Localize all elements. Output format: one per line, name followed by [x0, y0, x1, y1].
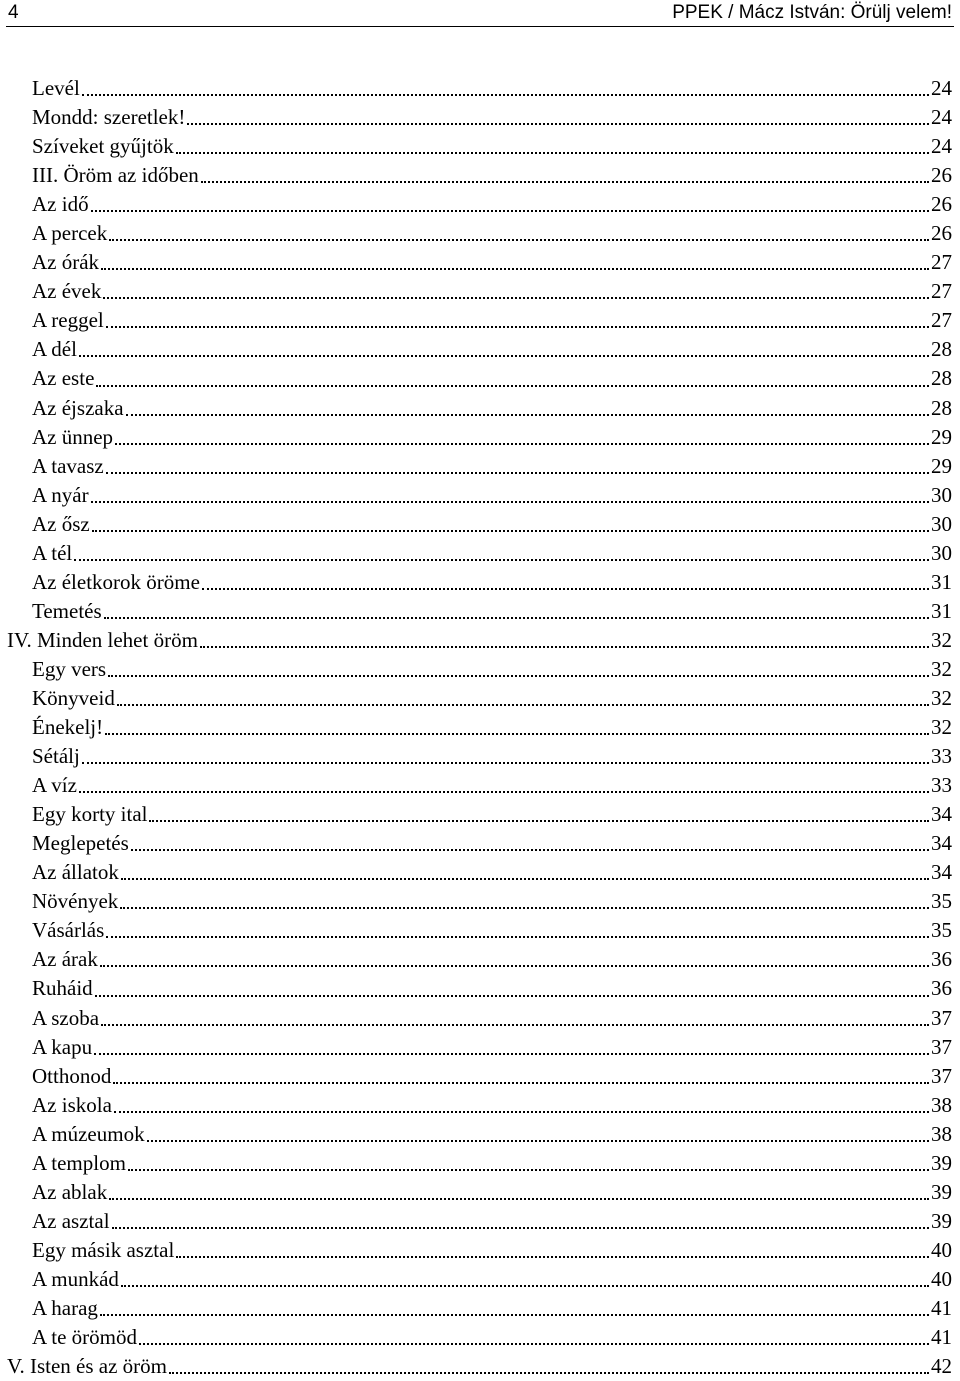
toc-entry[interactable] [0, 713, 960, 742]
toc-entry-page: 40 [931, 1237, 952, 1262]
toc-entry-label: Egy korty ital [32, 802, 148, 827]
toc-entry-label: V. Isten és az öröm [7, 1354, 167, 1379]
toc-entry[interactable] [0, 306, 960, 335]
dot-leader [101, 267, 929, 270]
toc-entry-page: 30 [931, 511, 952, 536]
toc-entry[interactable] [0, 1207, 960, 1236]
dot-leader [113, 1081, 929, 1084]
dot-leader [169, 1371, 929, 1374]
toc-entry-page: 27 [931, 279, 952, 304]
toc-entry[interactable] [0, 277, 960, 306]
dot-leader [115, 442, 929, 445]
toc-entry-page: 35 [931, 889, 952, 914]
toc-entry[interactable] [0, 1004, 960, 1033]
dot-leader [100, 964, 929, 967]
toc-entry-label: A szoba [32, 1005, 100, 1030]
toc-entry[interactable] [0, 190, 960, 219]
toc-entry-page: 41 [931, 1325, 952, 1350]
toc-entry-label: A nyár [32, 482, 89, 507]
dot-leader [79, 354, 929, 357]
toc-entry[interactable] [0, 74, 960, 103]
toc-entry-label: Ruháid [32, 976, 93, 1001]
toc-entry[interactable] [0, 568, 960, 597]
toc-entry-page: 36 [931, 947, 952, 972]
page-number: 4 [8, 2, 19, 23]
dot-leader [92, 529, 929, 532]
toc-entry[interactable] [0, 1062, 960, 1091]
toc-entry-label: A múzeumok [32, 1121, 145, 1146]
toc-entry-page: 26 [931, 192, 952, 217]
toc-entry[interactable] [0, 132, 960, 161]
toc-entry-label: Otthonod [32, 1063, 112, 1088]
toc-entry-page: 26 [931, 221, 952, 246]
toc-entry-label: Az éjszaka [32, 395, 124, 420]
toc-entry-label: Szíveket gyűjtök [32, 134, 174, 159]
toc-entry-label: Az ünnep [32, 424, 114, 449]
dot-leader [120, 906, 929, 909]
toc-entry-page: 42 [931, 1354, 952, 1379]
toc-entry-page: 24 [931, 105, 952, 130]
dot-leader [100, 1313, 929, 1316]
toc-entry[interactable] [0, 626, 960, 655]
dot-leader [200, 645, 929, 648]
dot-leader [106, 471, 929, 474]
toc-entry-page: 32 [931, 627, 952, 652]
toc-entry[interactable] [0, 1120, 960, 1149]
toc-entry-page: 34 [931, 802, 952, 827]
dot-leader [176, 151, 929, 154]
toc-entry-page: 30 [931, 540, 952, 565]
toc-entry[interactable] [0, 364, 960, 393]
toc-entry-page: 37 [931, 1034, 952, 1059]
toc-entry[interactable] [0, 945, 960, 974]
toc-entry[interactable] [0, 771, 960, 800]
toc-entry[interactable] [0, 1033, 960, 1062]
toc-entry-label: Az életkorok öröme [32, 569, 200, 594]
toc-entry-label: III. Öröm az időben [32, 163, 199, 188]
toc-entry-label: A tavasz [32, 453, 104, 478]
dot-leader [94, 1052, 929, 1055]
toc-entry[interactable] [0, 1323, 960, 1352]
toc-entry[interactable] [0, 423, 960, 452]
dot-leader [82, 761, 929, 764]
toc-entry[interactable] [0, 1236, 960, 1265]
toc-entry-page: 30 [931, 482, 952, 507]
toc-entry-page: 31 [931, 598, 952, 623]
toc-entry-page: 27 [931, 250, 952, 275]
toc-entry-label: Az idő [32, 192, 89, 217]
toc-entry[interactable] [0, 1265, 960, 1294]
dot-leader [108, 674, 929, 677]
toc-entry-page: 32 [931, 656, 952, 681]
toc-entry-page: 24 [931, 134, 952, 159]
toc-entry-page: 28 [931, 395, 952, 420]
toc-entry-label: Sétálj [32, 744, 80, 769]
toc-entry[interactable] [0, 800, 960, 829]
toc-entry-label: Levél [32, 76, 80, 100]
toc-entry-label: Egy másik asztal [32, 1237, 175, 1262]
toc-entry-page: 33 [931, 744, 952, 769]
toc-entry[interactable] [0, 103, 960, 132]
toc-entry-label: Egy vers [32, 656, 107, 681]
toc-entry-page: 36 [931, 976, 952, 1001]
toc-entry-page: 31 [931, 569, 952, 594]
toc-entry[interactable] [0, 742, 960, 771]
toc-entry-page: 39 [931, 1179, 952, 1204]
toc-entry-label: A te örömöd [32, 1325, 137, 1350]
dot-leader [79, 790, 929, 793]
toc-entry-page: 37 [931, 1063, 952, 1088]
dot-leader [96, 384, 929, 387]
table-of-contents [0, 74, 960, 1381]
dot-leader [187, 122, 929, 125]
dot-leader [106, 935, 929, 938]
toc-entry-page: 34 [931, 860, 952, 885]
dot-leader [105, 732, 929, 735]
toc-entry[interactable] [0, 597, 960, 626]
dot-leader [128, 1168, 929, 1171]
toc-entry-page: 32 [931, 685, 952, 710]
toc-entry-label: Temetés [32, 598, 102, 623]
toc-entry[interactable] [0, 335, 960, 364]
dot-leader [109, 1197, 929, 1200]
toc-entry[interactable] [0, 161, 960, 190]
toc-entry-page: 26 [931, 163, 952, 188]
dot-leader [91, 500, 929, 503]
toc-entry[interactable] [0, 219, 960, 248]
toc-entry-page: 29 [931, 453, 952, 478]
toc-entry-label: Mondd: szeretlek! [32, 105, 186, 130]
dot-leader [117, 703, 929, 706]
toc-entry-label: A tél [32, 540, 73, 565]
toc-entry-page: 28 [931, 337, 952, 362]
toc-entry-label: Az órák [32, 250, 100, 275]
toc-entry-page: 34 [931, 831, 952, 856]
toc-entry[interactable] [0, 829, 960, 858]
toc-entry-page: 29 [931, 424, 952, 449]
toc-entry-page: 28 [931, 366, 952, 391]
toc-entry[interactable] [0, 916, 960, 945]
toc-entry-label: Az ősz [32, 511, 90, 536]
dot-leader [126, 413, 929, 416]
toc-entry[interactable] [0, 452, 960, 481]
toc-entry-page: 24 [931, 76, 952, 100]
dot-leader [121, 1284, 929, 1287]
toc-entry-label: Az állatok [32, 860, 119, 885]
toc-entry-page: 39 [931, 1208, 952, 1233]
toc-entry-page: 35 [931, 918, 952, 943]
toc-entry-label: A reggel [32, 308, 104, 333]
toc-entry-page: 27 [931, 308, 952, 333]
running-header [6, 0, 954, 27]
dot-leader [131, 848, 929, 851]
toc-entry-label: A kapu [32, 1034, 93, 1059]
dot-leader [202, 587, 929, 590]
toc-entry-page: 32 [931, 715, 952, 740]
toc-entry[interactable] [0, 539, 960, 568]
toc-entry[interactable] [0, 858, 960, 887]
toc-entry[interactable] [0, 510, 960, 539]
toc-entry-page: 38 [931, 1092, 952, 1117]
toc-entry-label: Énekelj! [32, 715, 104, 740]
toc-entry-label: Az este [32, 366, 95, 391]
toc-entry-label: Meglepetés [32, 831, 129, 856]
toc-entry-label: A dél [32, 337, 77, 362]
dot-leader [101, 1023, 929, 1026]
toc-entry-label: Növények [32, 889, 119, 914]
dot-leader [139, 1342, 929, 1345]
toc-entry-page: 41 [931, 1295, 952, 1320]
toc-entry-label: A víz [32, 773, 77, 798]
toc-entry-page: 33 [931, 773, 952, 798]
toc-entry-label: Az árak [32, 947, 98, 972]
toc-entry-label: A percek [32, 221, 108, 246]
toc-entry[interactable] [0, 1294, 960, 1323]
toc-entry[interactable] [0, 684, 960, 713]
dot-leader [106, 325, 929, 328]
dot-leader [91, 209, 929, 212]
toc-entry-label: Az iskola [32, 1092, 112, 1117]
toc-entry-label: A templom [32, 1150, 126, 1175]
toc-entry-label: A munkád [32, 1266, 119, 1291]
running-title: PPEK / Mácz István: Örülj velem! [672, 2, 952, 23]
dot-leader [114, 1110, 929, 1113]
toc-entry[interactable] [0, 1091, 960, 1120]
toc-entry-page: 38 [931, 1121, 952, 1146]
toc-entry-label: Az évek [32, 279, 102, 304]
toc-entry-label: IV. Minden lehet öröm [7, 627, 198, 652]
dot-leader [121, 877, 929, 880]
toc-entry[interactable] [0, 887, 960, 916]
toc-entry[interactable] [0, 1352, 960, 1381]
toc-entry[interactable] [0, 394, 960, 423]
dot-leader [103, 296, 929, 299]
dot-leader [147, 1139, 929, 1142]
dot-leader [109, 238, 929, 241]
toc-entry-page: 39 [931, 1150, 952, 1175]
dot-leader [201, 180, 929, 183]
dot-leader [104, 616, 929, 619]
toc-entry[interactable] [0, 1149, 960, 1178]
toc-entry[interactable] [0, 974, 960, 1003]
dot-leader [82, 93, 929, 96]
toc-entry-label: Az asztal [32, 1208, 110, 1233]
toc-entry[interactable] [0, 655, 960, 684]
toc-entry[interactable] [0, 481, 960, 510]
dot-leader [176, 1255, 929, 1258]
toc-entry-label: Vásárlás [32, 918, 105, 943]
toc-entry[interactable] [0, 248, 960, 277]
dot-leader [112, 1226, 929, 1229]
toc-entry-label: Az ablak [32, 1179, 108, 1204]
toc-entry-label: Könyveid [32, 685, 115, 710]
toc-entry-label: A harag [32, 1295, 98, 1320]
dot-leader [149, 819, 929, 822]
dot-leader [95, 994, 929, 997]
toc-entry-page: 40 [931, 1266, 952, 1291]
dot-leader [74, 558, 929, 561]
toc-entry-page: 37 [931, 1005, 952, 1030]
toc-entry[interactable] [0, 1178, 960, 1207]
